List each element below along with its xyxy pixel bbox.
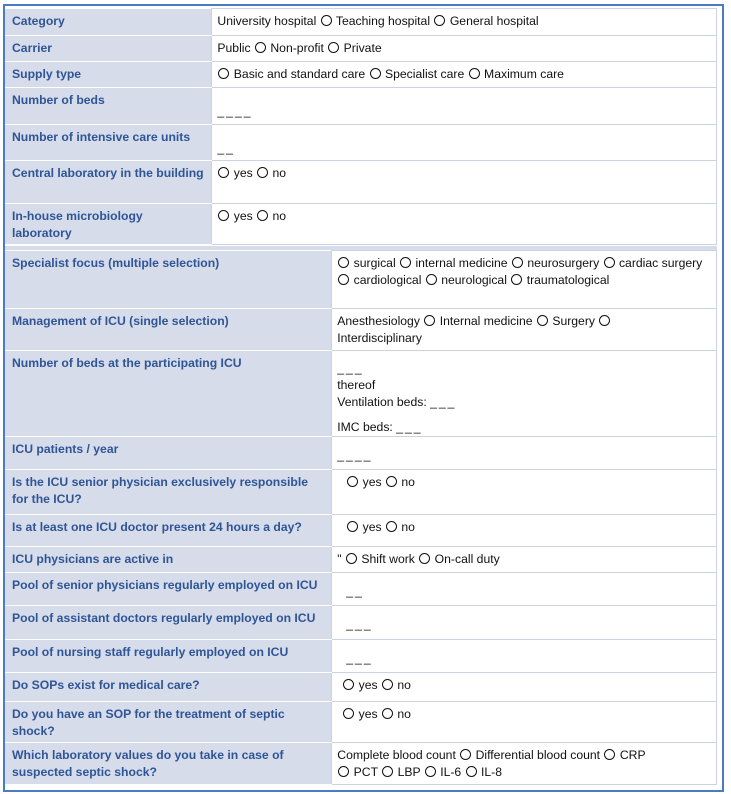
pool-senior-field[interactable] — [332, 573, 717, 606]
row-management — [5, 309, 717, 351]
pool-senior-blank[interactable]: __ — [346, 584, 364, 598]
check-diff-icon[interactable] — [460, 749, 471, 760]
radio-mgmt-internal-icon[interactable] — [424, 315, 435, 326]
active-in-quote: " — [337, 552, 342, 566]
septic-yes[interactable]: yes — [358, 707, 378, 721]
focus-cardiological[interactable]: cardiological — [353, 273, 422, 287]
radio-nonprofit-icon[interactable] — [255, 42, 266, 53]
radio-central-no-icon[interactable] — [257, 167, 268, 178]
focus-neurosurgery[interactable]: neurosurgery — [527, 256, 600, 270]
icus-field[interactable] — [212, 125, 717, 161]
radio-septic-yes-icon[interactable] — [343, 708, 354, 719]
radio-specialist-icon[interactable] — [370, 68, 381, 79]
pool-nursing-blank[interactable]: ___ — [346, 651, 373, 665]
patients-field[interactable] — [332, 437, 717, 470]
carrier-options — [212, 36, 717, 62]
row-icu-beds — [5, 351, 717, 437]
central-lab-label: Central laboratory in the building — [5, 161, 212, 204]
patients-label: ICU patients / year — [5, 437, 332, 470]
mgmt-anesthesiology[interactable]: Anesthesiology — [337, 314, 420, 328]
micro-lab-yes[interactable]: yes — [233, 209, 253, 223]
lab-cbc[interactable]: Complete blood count — [337, 748, 456, 762]
pool-assistant-label: Pool of assistant doctors regularly employed on ICU — [5, 606, 332, 640]
check-cardiological-icon[interactable] — [338, 274, 349, 285]
sops-yes[interactable]: yes — [358, 678, 378, 692]
row-senior-exclusive — [5, 470, 717, 515]
lab-values-label: Which laboratory values do you take in case of suspected septic shock? — [5, 743, 332, 785]
septic-no[interactable]: no — [397, 707, 411, 721]
option-nonprofit[interactable]: Non-profit — [270, 41, 324, 55]
micro-lab-options — [212, 204, 717, 245]
option-general[interactable]: General hospital — [449, 14, 539, 28]
check-internal-icon[interactable] — [400, 257, 411, 268]
patients-blank[interactable]: ____ — [337, 448, 373, 462]
lab-lbp[interactable]: LBP — [397, 765, 421, 779]
active-in-label: ICU physicians are active in — [5, 547, 332, 573]
active-oncall[interactable]: On-call duty — [434, 552, 500, 566]
senior-exclusive-options — [332, 470, 717, 515]
check-neurosurgery-icon[interactable] — [512, 257, 523, 268]
pool-assistant-field[interactable] — [332, 606, 717, 640]
senior-exclusive-label: Is the ICU senior physician exclusively responsible for the ICU? — [5, 470, 332, 515]
row-sop-septic — [5, 702, 717, 743]
check-lbp-icon[interactable] — [382, 766, 393, 777]
radio-micro-yes-icon[interactable] — [218, 210, 229, 221]
lab-il8[interactable]: IL-8 — [481, 765, 503, 779]
beds-blank[interactable]: ____ — [217, 104, 253, 118]
row-pool-nursing — [5, 640, 717, 673]
option-private[interactable]: Private — [343, 41, 382, 55]
pool-senior-label: Pool of senior physicians regularly employed on ICU — [5, 573, 332, 606]
radio-senior-no-icon[interactable] — [386, 476, 397, 487]
mgmt-interdisciplinary[interactable]: Interdisciplinary — [337, 331, 422, 345]
pool-nursing-field[interactable] — [332, 640, 717, 673]
pool-assistant-blank[interactable]: ___ — [346, 617, 373, 631]
icus-blank[interactable]: __ — [217, 141, 235, 155]
sops-label: Do SOPs exist for medical care? — [5, 673, 332, 702]
beds-label: Number of beds — [5, 88, 212, 125]
lab-diff[interactable]: Differential blood count — [475, 748, 601, 762]
doctor-24h-no[interactable]: no — [401, 520, 415, 534]
lab-crp[interactable]: CRP — [619, 748, 646, 762]
management-label: Management of ICU (single selection) — [5, 309, 332, 351]
row-pool-senior — [5, 573, 717, 606]
radio-mgmt-surgery-icon[interactable] — [537, 315, 548, 326]
row-icus — [5, 125, 717, 161]
focus-internal[interactable]: internal medicine — [415, 256, 508, 270]
check-pct-icon[interactable] — [338, 766, 349, 777]
radio-micro-no-icon[interactable] — [257, 210, 268, 221]
radio-24h-yes-icon[interactable] — [347, 521, 358, 532]
mgmt-internal[interactable]: Internal medicine — [439, 314, 533, 328]
check-surgical-icon[interactable] — [338, 257, 349, 268]
radio-shift-icon[interactable] — [346, 553, 357, 564]
focus-neurological[interactable]: neurological — [441, 273, 507, 287]
imc-beds-label: IMC beds: — [337, 420, 393, 434]
row-micro-lab — [5, 204, 717, 245]
radio-maximum-icon[interactable] — [469, 68, 480, 79]
hospital-table — [5, 8, 717, 245]
check-crp-icon[interactable] — [604, 749, 615, 760]
doctor-24h-label: Is at least one ICU doctor present 24 hours a day? — [5, 515, 332, 547]
ventilation-beds-label: Ventilation beds: — [337, 395, 427, 409]
radio-general-icon[interactable] — [434, 15, 445, 26]
row-lab-values — [5, 743, 717, 785]
icu-beds-label: Number of beds at the participating ICU — [5, 351, 332, 437]
supply-type-options — [212, 62, 717, 88]
doctor-24h-options — [332, 515, 717, 547]
check-traumatological-icon[interactable] — [511, 274, 522, 285]
radio-private-icon[interactable] — [328, 42, 339, 53]
mgmt-surgery[interactable]: Surgery — [552, 314, 595, 328]
row-category — [5, 9, 717, 36]
radio-sops-no-icon[interactable] — [382, 679, 393, 690]
sop-septic-label: Do you have an SOP for the treatment of septic shock? — [5, 702, 332, 743]
row-specialist-focus — [5, 251, 717, 309]
option-university[interactable]: University hospital — [217, 14, 317, 28]
lab-pct[interactable]: PCT — [353, 765, 378, 779]
lab-values-options — [332, 743, 717, 785]
active-shift[interactable]: Shift work — [361, 552, 415, 566]
row-patients — [5, 437, 717, 470]
icus-label: Number of intensive care units — [5, 125, 212, 161]
icu-table — [5, 250, 717, 785]
option-teaching[interactable]: Teaching hospital — [335, 14, 431, 28]
beds-field[interactable] — [212, 88, 717, 125]
check-cardiac-icon[interactable] — [604, 257, 615, 268]
specialist-focus-label: Specialist focus (multiple selection) — [5, 251, 332, 309]
radio-sops-yes-icon[interactable] — [343, 679, 354, 690]
row-beds — [5, 88, 717, 125]
category-options — [212, 9, 717, 36]
focus-cardiac[interactable]: cardiac — [618, 256, 659, 270]
central-lab-no[interactable]: no — [272, 166, 287, 180]
imc-beds-blank[interactable]: ___ — [396, 420, 423, 434]
row-carrier — [5, 36, 717, 62]
row-doctor-24h — [5, 515, 717, 547]
focus-traumatological[interactable]: traumatological — [526, 273, 610, 287]
ventilation-beds-blank[interactable]: ___ — [430, 395, 457, 409]
icu-beds-blank[interactable]: ___ — [337, 361, 364, 375]
option-specialist[interactable]: Specialist care — [385, 67, 465, 81]
check-il8-icon[interactable] — [466, 766, 477, 777]
sops-no[interactable]: no — [397, 678, 411, 692]
row-supply-type — [5, 62, 717, 88]
micro-lab-label: In-house microbiology laboratory — [5, 204, 212, 245]
supply-type-label: Supply type — [5, 62, 212, 88]
senior-yes[interactable]: yes — [362, 475, 382, 489]
focus-cardiac-surgery[interactable]: surgery — [661, 256, 703, 270]
row-central-lab — [5, 161, 717, 204]
sop-septic-options — [332, 702, 717, 743]
thereof-text: thereof — [337, 378, 376, 392]
lab-il6[interactable]: IL-6 — [440, 765, 462, 779]
option-basic[interactable]: Basic and standard care — [233, 67, 366, 81]
option-public[interactable]: Public — [217, 41, 251, 55]
radio-basic-icon[interactable] — [218, 68, 229, 79]
radio-septic-no-icon[interactable] — [382, 708, 393, 719]
option-maximum[interactable]: Maximum care — [484, 67, 564, 81]
senior-no[interactable]: no — [401, 475, 415, 489]
radio-oncall-icon[interactable] — [419, 553, 430, 564]
carrier-label: Carrier — [5, 36, 212, 62]
row-pool-assistant — [5, 606, 717, 640]
check-neurological-icon[interactable] — [426, 274, 437, 285]
category-label: Category — [5, 9, 212, 36]
focus-surgical[interactable]: surgical — [353, 256, 396, 270]
doctor-24h-yes[interactable]: yes — [362, 520, 382, 534]
central-lab-options — [212, 161, 717, 204]
check-il6-icon[interactable] — [425, 766, 436, 777]
central-lab-yes[interactable]: yes — [233, 166, 253, 180]
radio-central-yes-icon[interactable] — [218, 167, 229, 178]
row-sops — [5, 673, 717, 702]
icu-beds-field — [332, 351, 717, 437]
management-options — [332, 309, 717, 351]
micro-lab-no[interactable]: no — [272, 209, 287, 223]
radio-teaching-icon[interactable] — [321, 15, 332, 26]
active-in-options — [332, 547, 717, 573]
specialist-focus-options — [332, 251, 717, 309]
radio-24h-no-icon[interactable] — [386, 521, 397, 532]
sops-options — [332, 673, 717, 702]
pool-nursing-label: Pool of nursing staff regularly employed on ICU — [5, 640, 332, 673]
radio-mgmt-interdisciplinary-icon[interactable] — [599, 315, 610, 326]
row-active-in — [5, 547, 717, 573]
radio-senior-yes-icon[interactable] — [347, 476, 358, 487]
